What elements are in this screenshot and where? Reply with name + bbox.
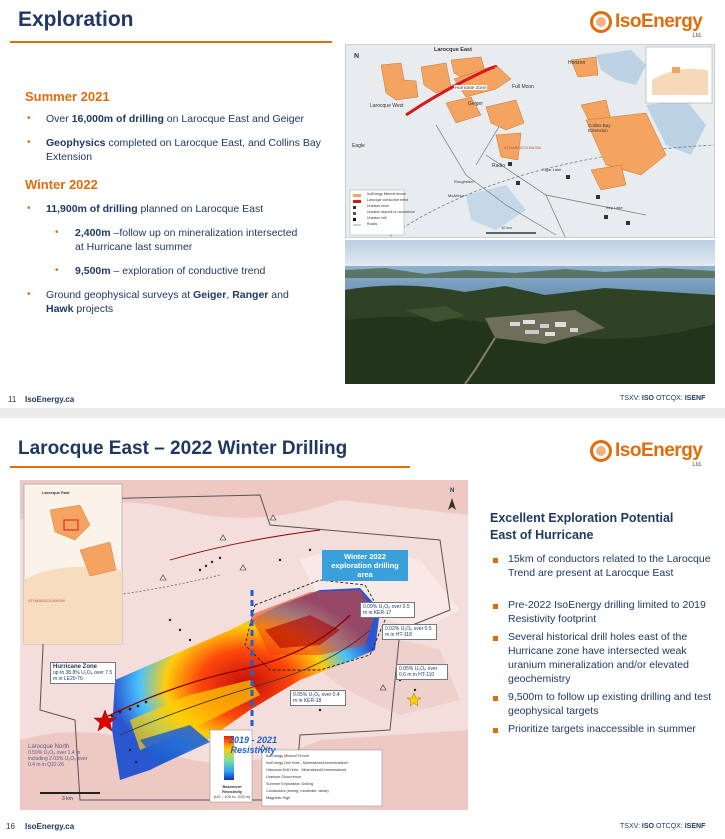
legend-item: Uranium mine [367,204,389,208]
hurricane-callout [50,662,116,684]
legend-item: Magnetic High [266,796,291,800]
text-bold: 11,900m of drilling [46,203,138,215]
logo-text: IsoEnergy [615,440,703,461]
legend-item: Historical Drill Hole - Mineralized/Unmineralized [266,768,347,772]
winter-bullet-1 [46,202,326,216]
resistivity-label: 2019 - 2021 Resistivity [228,735,278,755]
bullet-square [493,558,498,563]
colorbar-title-text: Basement Resistivity [221,784,242,794]
ticker-tsxv: ISO [641,395,654,402]
potential-bullet-5: Prioritize targets inaccessible in summer [508,723,696,735]
text-bold: Geiger [193,289,227,301]
text: , [226,289,233,301]
legend-item: IsoEnergy Mineral tenure [367,192,407,196]
inset-label-athabasca: ATHABASCA BASIN [28,598,65,603]
bullet-dot: • [55,265,59,276]
text: projects [73,303,114,315]
summer-bullet-2 [46,136,321,164]
bullet-dot: • [55,227,59,238]
text: planned on Larocque East [137,203,264,215]
summer-bullet-1 [46,112,326,126]
company-logo [590,440,703,468]
ht-110-callout: 0.05% U₃O₈ over 0.6 m in HT-110 [396,664,448,680]
map-label-eagle: Eagle [352,143,365,149]
larocque-north-title: Larocque North [28,744,70,750]
slide-title: Exploration [18,8,134,31]
map-label-mcarthur: McArthur [448,193,465,198]
text: completed on Larocque East, and Collins Bay Extension [46,137,321,163]
slide-separator [0,408,725,418]
potential-bullet-1: 15km of conductors related to the Larocque Trend are present at Larocque East [508,553,711,579]
logo-ltd: Ltd. [692,462,703,468]
footer-site-link[interactable]: IsoEnergy.ca [25,395,75,404]
ticker-label: OTCQX: [655,395,683,402]
resistivity-map [20,480,468,810]
ticker-otc: ISENF [684,395,706,402]
text-bold: 16,000m of drilling [71,113,164,125]
footer-ticker [620,395,705,402]
kerr-17-callout: 0.09% U₃O₈ over 0.5 m in KER-17 [360,602,415,618]
potential-bullet-2: Pre-2022 IsoEnergy drilling limited to 2019 Resistivity footprint [508,599,706,625]
winter-drilling-text: Winter 2022 exploration drilling area [331,552,399,579]
colorbar-title [212,784,252,799]
legend-item: Conductors (strong, moderate, weak) [266,789,329,793]
aerial-camp-photo [345,240,715,384]
map-label-collins-bay: Collins Bay Extension [588,123,611,133]
legend-item: Uranium deposit or occurrence [367,210,415,214]
map-label-larocque-east: Larocque East [434,47,472,53]
text-bold: Geophysics [46,137,106,149]
logo-ltd: Ltd. [692,33,703,39]
ticker-label: OTCQX: [655,823,683,830]
map-label-horizon: Horizon [568,60,586,66]
text-bold: Hawk [46,303,74,315]
winter-drilling-label [322,550,408,581]
winter-bullet-2 [46,288,316,316]
map-label-larocque-west: Larocque West [370,103,404,109]
map-legend [266,753,348,802]
ticker-tsxv: ISO [641,823,654,830]
aerial-photo-graphic [345,240,715,384]
potential-bullet-4: 9,500m to follow up existing drilling and test geophysical targets [508,691,712,717]
inset-label-larocque-east: Larocque East [42,490,70,495]
text: on Larocque East and Geiger [163,113,304,125]
map-north: N [354,53,360,60]
slide-title: Larocque East – 2022 Winter Drilling [18,438,348,459]
title-underline [10,41,332,43]
legend-item: Uranium Occurrence [266,775,302,779]
legend-item: Roads [367,222,378,226]
summer-heading: Summer 2021 [25,89,110,104]
map-label-athabasca: ATHABASCA BASIN [504,145,541,150]
footer-ticker [620,823,705,830]
text: – exploration of conductive trend [110,265,266,277]
company-logo [590,11,703,39]
ticker-label: TSXV: [620,823,640,830]
footer-site-link[interactable]: IsoEnergy.ca [25,822,75,831]
colorbar-subtitle: (UC - 100 to -225 m) [213,794,251,799]
winter-sub-bullet-1 [75,226,305,254]
winter-heading: Winter 2022 [25,177,98,192]
potential-bullet-3: Several historical drill holes east of the Hurricane zone have intersected weak uranium mineralization and/or elevated geochemistry [508,631,689,685]
text-bold: 2,400m [75,227,111,239]
legend-item: IsoEnergy Mineral Tenure [266,754,310,758]
map-label-full-moon: Full Moon [512,84,534,90]
map-label-cigar: Cigar Lake [542,167,562,172]
text-bold: Ranger [232,289,269,301]
ht-118-callout: 0.02% U₃O₈ over 0.5 m in HT-118 [382,624,437,640]
map-label-hurricane: Hurricane Zone [455,85,487,90]
winter-sub-bullet-2 [75,264,315,278]
text: Ground geophysical surveys at [46,289,194,301]
ticker-label: TSXV: [620,395,640,402]
legend-item: Larocque conductive trend [367,198,409,202]
bullet-dot: • [27,289,31,300]
bullet-dot: • [27,137,31,148]
map-label-key-lake: Key Lake [606,205,623,210]
text: Over [46,113,72,125]
slide-winter-drilling [0,418,725,839]
map-label-roughrider: Roughrider [454,179,474,184]
page-number: 11 [8,395,17,404]
map-label-geiger: Geiger [468,101,484,107]
regional-map [345,44,715,238]
map-scale: 3 km [62,796,73,802]
map-scale: 10 km [501,225,512,230]
page-number: 16 [6,822,15,831]
logo-text: IsoEnergy [615,11,703,32]
larocque-north-callout [28,744,94,768]
potential-heading: Excellent Exploration Potential East of Hurricane [490,511,674,542]
legend-item: IsoEnergy Drill Hole - Mineralized/Unmineralized [266,761,348,765]
map-label-radio: Radio [492,163,506,169]
bullet-square [493,636,498,641]
map-legend [367,191,415,227]
slide-exploration [0,0,725,408]
logo-sun-icon [590,440,612,462]
bullet-dot: • [27,203,31,214]
map-north: N [450,488,455,494]
ticker-otc: ISENF [684,823,706,830]
text: –follow up on mineralization intersected at Hurricane last summer [75,227,298,253]
bullet-square [493,604,498,609]
bullet-square [493,696,498,701]
bullet-square [493,728,498,733]
larocque-north-text: 0.59% U₃O₈ over 1.4 m including 2.03% U₃O₈ over 0.4 m in Q22-26 [28,750,88,768]
logo-sun-icon [590,11,612,33]
text-bold: 9,500m [75,265,111,277]
legend-item: Summer Exploration Drilling [266,782,314,786]
bullet-dot: • [27,113,31,124]
legend-item: Uranium mill [367,216,387,220]
hurricane-title: Hurricane Zone [53,664,98,670]
kerr-18-callout: 0.05% U₃O₈ over 0.4 m in KER-18 [290,690,346,706]
text: and [268,289,289,301]
title-underline [10,466,410,468]
hurricane-text: up to 38.8% U₃O₈ over 7.5 m in LE20-76 [53,670,113,682]
